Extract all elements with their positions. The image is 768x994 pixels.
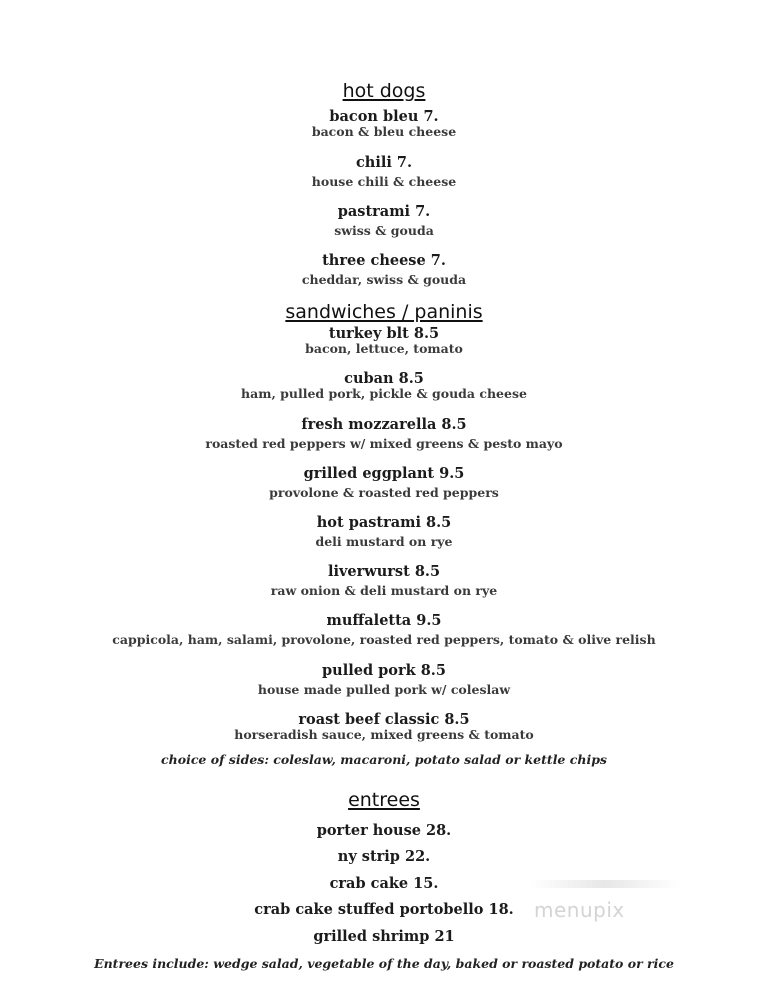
menu-item-name: muffaletta 9.5 <box>326 612 442 629</box>
menu-item-name: fresh mozzarella 8.5 <box>301 416 467 433</box>
menu-item-name: cuban 8.5 <box>344 370 424 387</box>
menu-item-description: house made pulled pork w/ coleslaw <box>257 682 511 697</box>
section-title-sandwiches: sandwiches / paninis <box>285 301 483 323</box>
menu-item-description: bacon & bleu cheese <box>311 124 457 139</box>
menu-item-name: porter house 28. <box>316 822 452 839</box>
menu-item-name: crab cake stuffed portobello 18. <box>254 901 514 918</box>
menu-item-name: chili 7. <box>355 154 413 171</box>
section-title-entrees: entrees <box>348 789 420 811</box>
menu-item-description: cappicola, ham, salami, provolone, roasted red peppers, tomato & olive relish <box>112 632 656 647</box>
menu-item-description: horseradish sauce, mixed greens & tomato <box>234 727 534 742</box>
menu-item-name: ny strip 22. <box>337 848 431 865</box>
menu-item-description: swiss & gouda <box>334 223 434 238</box>
menu-item-name: grilled eggplant 9.5 <box>303 465 465 482</box>
watermark-bar <box>530 880 680 888</box>
menu-item-name: hot pastrami 8.5 <box>316 514 452 531</box>
menu-item-description: provolone & roasted red peppers <box>269 485 499 500</box>
menu-item-name: three cheese 7. <box>322 252 446 269</box>
menupix-watermark <box>522 872 682 932</box>
watermark-text: menupix <box>534 898 625 922</box>
menu-item-name: pastrami 7. <box>337 203 431 220</box>
menu-item-name: pulled pork 8.5 <box>322 662 446 679</box>
menu-item-name: bacon bleu 7. <box>329 108 439 125</box>
menu-item-description: house chili & cheese <box>311 174 457 189</box>
sides-note: choice of sides: coleslaw, macaroni, potato salad or kettle chips <box>161 752 607 767</box>
menu-item-name: liverwurst 8.5 <box>327 563 441 580</box>
menu-item-name: turkey blt 8.5 <box>328 325 440 342</box>
menu-item-description: ham, pulled pork, pickle & gouda cheese <box>241 386 527 401</box>
menu-item-name: grilled shrimp 21 <box>313 928 455 945</box>
section-title-hot-dogs: hot dogs <box>342 80 426 102</box>
menu-item-description: cheddar, swiss & gouda <box>301 272 467 287</box>
menu-item-name: crab cake 15. <box>329 875 439 892</box>
menu-item-description: raw onion & deli mustard on rye <box>270 583 498 598</box>
menu-item-description: roasted red peppers w/ mixed greens & pesto mayo <box>205 436 563 451</box>
menu-item-name: roast beef classic 8.5 <box>298 711 470 728</box>
menu-item-description: deli mustard on rye <box>315 534 453 549</box>
menu-item-description: bacon, lettuce, tomato <box>305 341 463 356</box>
entrees-note: Entrees include: wedge salad, vegetable of the day, baked or roasted potato or rice <box>94 956 674 971</box>
